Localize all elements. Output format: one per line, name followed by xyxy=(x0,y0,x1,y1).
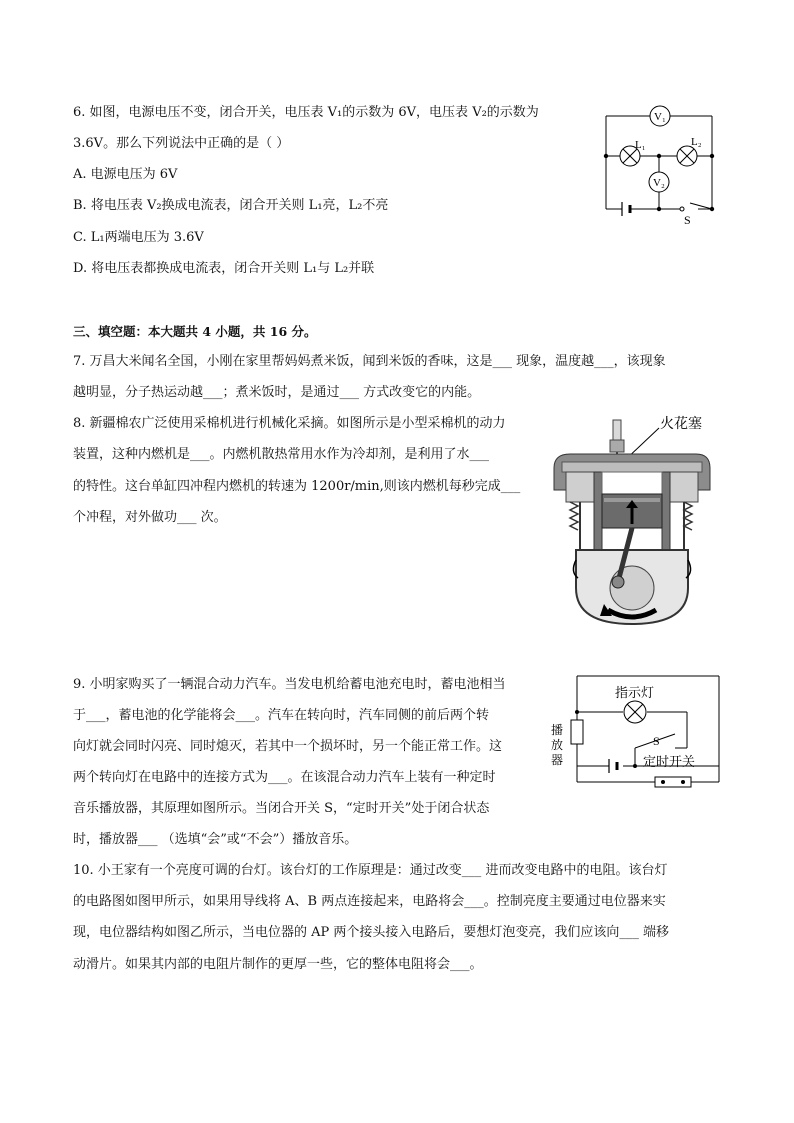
q8-line-2: 装置，这种内燃机是___。内燃机散热常用水作为冷却剂，是利用了水___ xyxy=(73,447,490,462)
l2-label: L₂ xyxy=(691,136,702,148)
q6-option-a: A. 电源电压为 6V xyxy=(73,167,178,182)
q10-line-1: 10. 小王家有一个亮度可调的台灯。该台灯的工作原理是：通过改变___ 进而改变电路中的电阻。该台灯 xyxy=(73,863,668,878)
q10-line-4: 动滑片。如果其内部的电阻片制作的更厚一些，它的整体电阻将会___。 xyxy=(73,957,483,972)
q6-option-c: C. L₁两端电压为 3.6V xyxy=(73,230,204,245)
q7-line-1: 7. 万昌大米闻名全国，小刚在家里帮妈妈煮米饭，闻到米饭的香味，这是___ 现象，温度越___，该现象 xyxy=(73,354,666,369)
q10-line-3: 现，电位器结构如图乙所示，当电位器的 AP 两个接头接入电路后，要想灯泡变亮，我们应该向___ 端移 xyxy=(73,925,670,940)
player-label-1: 播 xyxy=(551,723,564,737)
q9-line-1: 9. 小明家购买了一辆混合动力汽车。当发电机给蓄电池充电时，蓄电池相当 xyxy=(73,677,506,692)
q9-line-5: 音乐播放器，其原理如图所示。当闭合开关 S，“定时开关”处于闭合状态 xyxy=(73,801,490,816)
q9-circuit-diagram xyxy=(547,670,727,794)
player-label-2: 放 xyxy=(551,738,564,752)
q10-line-2: 的电路图如图甲所示，如果用导线将 A、B 两点连接起来，电路将会___。控制亮度主要通过电位器来实 xyxy=(73,894,666,909)
q8-line-3: 的特性。这台单缸四冲程内燃机的转速为 1200r/min,则该内燃机每秒完成___ xyxy=(73,479,521,494)
q6-option-b: B. 将电压表 V₂换成电流表，闭合开关则 L₁亮，L₂不亮 xyxy=(73,198,389,213)
l1-label: L₁ xyxy=(635,139,646,151)
q6-option-d: D. 将电压表都换成电流表，闭合开关则 L₁与 L₂并联 xyxy=(73,261,375,276)
player-label-3: 器 xyxy=(551,753,564,767)
spark-plug-label: 火花塞 xyxy=(660,417,702,432)
q9-line-6: 时，播放器___ （选填“会”或“不会”）播放音乐。 xyxy=(73,832,358,847)
q6-circuit-diagram xyxy=(598,104,722,226)
q9-line-3: 向灯就会同时闪亮、同时熄灭，若其中一个损坏时，另一个能正常工作。这 xyxy=(73,739,503,754)
q8-line-1: 8. 新疆棉农广泛使用采棉机进行机械化采摘。如图所示是小型采棉机的动力 xyxy=(73,416,506,431)
q7-line-2: 越明显，分子热运动越___；煮米饭时，是通过___ 方式改变它的内能。 xyxy=(73,385,481,400)
q9-line-2: 于___，蓄电池的化学能将会___。汽车在转向时，汽车同侧的前后两个转 xyxy=(73,708,490,723)
v2-label: V₂ xyxy=(653,177,665,189)
q8-engine-diagram xyxy=(546,410,726,632)
switch-s-label: S xyxy=(653,734,660,748)
indicator-label: 指示灯 xyxy=(615,685,655,700)
q6-stem-line-1: 6. 如图，电源电压不变，闭合开关，电压表 V₁的示数为 6V，电压表 V₂的示数为 xyxy=(73,105,539,120)
section-3-heading: 三、填空题：本大题共 4 小题，共 16 分。 xyxy=(73,324,317,339)
timer-switch-label: 定时开关 xyxy=(643,754,696,769)
q6-stem-line-2: 3.6V。那么下列说法中正确的是（ ） xyxy=(73,136,290,151)
switch-s-label: S xyxy=(684,213,691,226)
v1-label: V₁ xyxy=(654,111,666,123)
q9-line-4: 两个转向灯在电路中的连接方式为___。在该混合动力汽车上装有一种定时 xyxy=(73,770,496,785)
q8-line-4: 个冲程，对外做功___ 次。 xyxy=(73,510,227,525)
